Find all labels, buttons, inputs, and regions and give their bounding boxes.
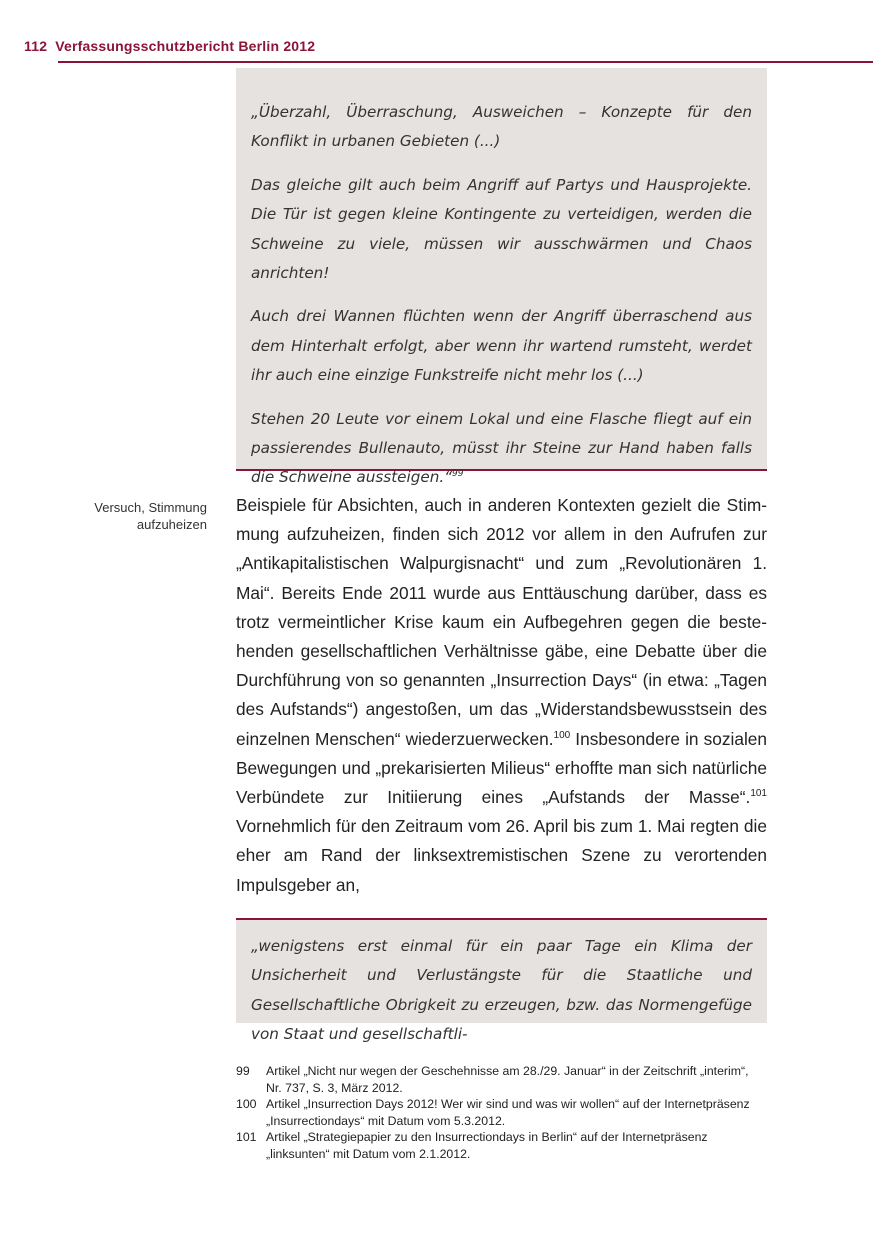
footnote <box>236 1063 767 1096</box>
report-title: Verfassungsschutzbericht Berlin 2012 <box>55 38 316 54</box>
footnote-text: Artikel „Strategiepapier zu den Insurrectiondays in Berlin“ auf der Internetpräsenz „linksunten“ mit Datum vom 2.1.2012. <box>266 1130 708 1161</box>
footnote-number: 100 <box>236 1097 257 1111</box>
footnote-ref-99[interactable]: 99 <box>452 469 464 480</box>
body-text-part: Vornehmlich für den Zeitraum vom 26. April bis zum 1. Mai regten die eher am Rand der linksextremistischen Szene zu verortenden Impulsgeber an, <box>236 816 767 895</box>
page-number: 112 <box>24 38 48 54</box>
footnote-number: 99 <box>236 1064 250 1078</box>
footnote-text: Artikel „Nicht nur wegen der Geschehnisse am 28./29. Januar“ in der Zeitschrift „interim“, Nr. 737, S. 3, März 2012. <box>266 1064 749 1095</box>
body-text-part: Beispiele für Absichten, auch in anderen Kontexten gezielt die Stimmung aufzuheizen, finden sich 2012 vor allem in den Aufrufen zur „Antikapitalistischen Walpurgisnacht“ und zum „Revolutionären 1. Mai“. Bereits Ende 2011 wurde aus Enttäuschung darüber, dass es trotz vermeintlicher Krise kaum ein Aufbegehren gegen die bestehenden gesellschaftlichen Verhältnisse gäbe, eine Debatte über die Durchführung von so genannten „Insurrection Days“ (in etwa: „Tagen des Aufstands“) angestoßen, um das „Widerstandsbewusstsein des einzelnen Menschen“ wiederzuerwecken. <box>236 495 767 749</box>
footnote-text: Artikel „Insurrection Days 2012! Wer wir sind und was wir wollen“ auf der Internetpräsenz „Insurrectiondays“ mit Datum vom 5.3.2012. <box>266 1097 750 1128</box>
footnote-ref-101[interactable]: 101 <box>750 788 767 800</box>
footnote-ref-100[interactable]: 100 <box>553 729 571 741</box>
header-rule <box>58 61 873 63</box>
margin-note: Versuch, Stimmung aufzuheizen <box>94 500 207 532</box>
quote-paragraph: Das gleiche gilt auch beim Angriff auf Partys und Hausprojekte. Die Tür ist gegen kleine Kontingente zu verteidigen, werden die Schweine zu viele, müssen wir ausschwärmen und Chaos anrichten! <box>251 175 752 283</box>
quote-paragraph: „Überzahl, Überraschung, Ausweichen – Konzepte für den Konflikt in urbanen Gebieten (...) <box>251 103 752 151</box>
quote-block-1 <box>236 68 767 487</box>
quote-paragraph <box>251 405 752 493</box>
footnotes <box>236 1063 767 1162</box>
footnote <box>236 1096 767 1129</box>
footnote-number: 101 <box>236 1130 257 1144</box>
quote-block-2 <box>236 918 767 1044</box>
body-paragraph <box>236 491 767 900</box>
quote-text: Stehen 20 Leute vor einem Lokal und eine Flasche fliegt auf ein passierendes Bullenauto, müsst ihr Steine zur Hand haben falls die Schweine aussteigen.“ <box>251 409 752 487</box>
quote-paragraph: Auch drei Wannen flüchten wenn der Angriff überraschend aus dem Hinterhalt erfolgt, aber wenn ihr wartend rumsteht, werdet ihr auch eine einzige Funkstreife nicht mehr los (...) <box>251 307 752 385</box>
footnote <box>236 1129 767 1162</box>
quote-paragraph: „wenigstens erst einmal für ein paar Tage ein Klima der Unsicherheit und Verlustängste für die Staatliche und Gesellschaftliche Obrigkeit zu erzeugen, bzw. das Normengefüge von Staat und gesellschaftli- <box>251 937 752 1044</box>
body-text-part: Insbesondere in sozialen Bewegungen und „prekarisierten Milieus“ erhoffte man sich natürliche Verbündete zur Initiierung eines „Aufstands der Masse“. <box>236 728 767 808</box>
running-header <box>24 38 315 54</box>
